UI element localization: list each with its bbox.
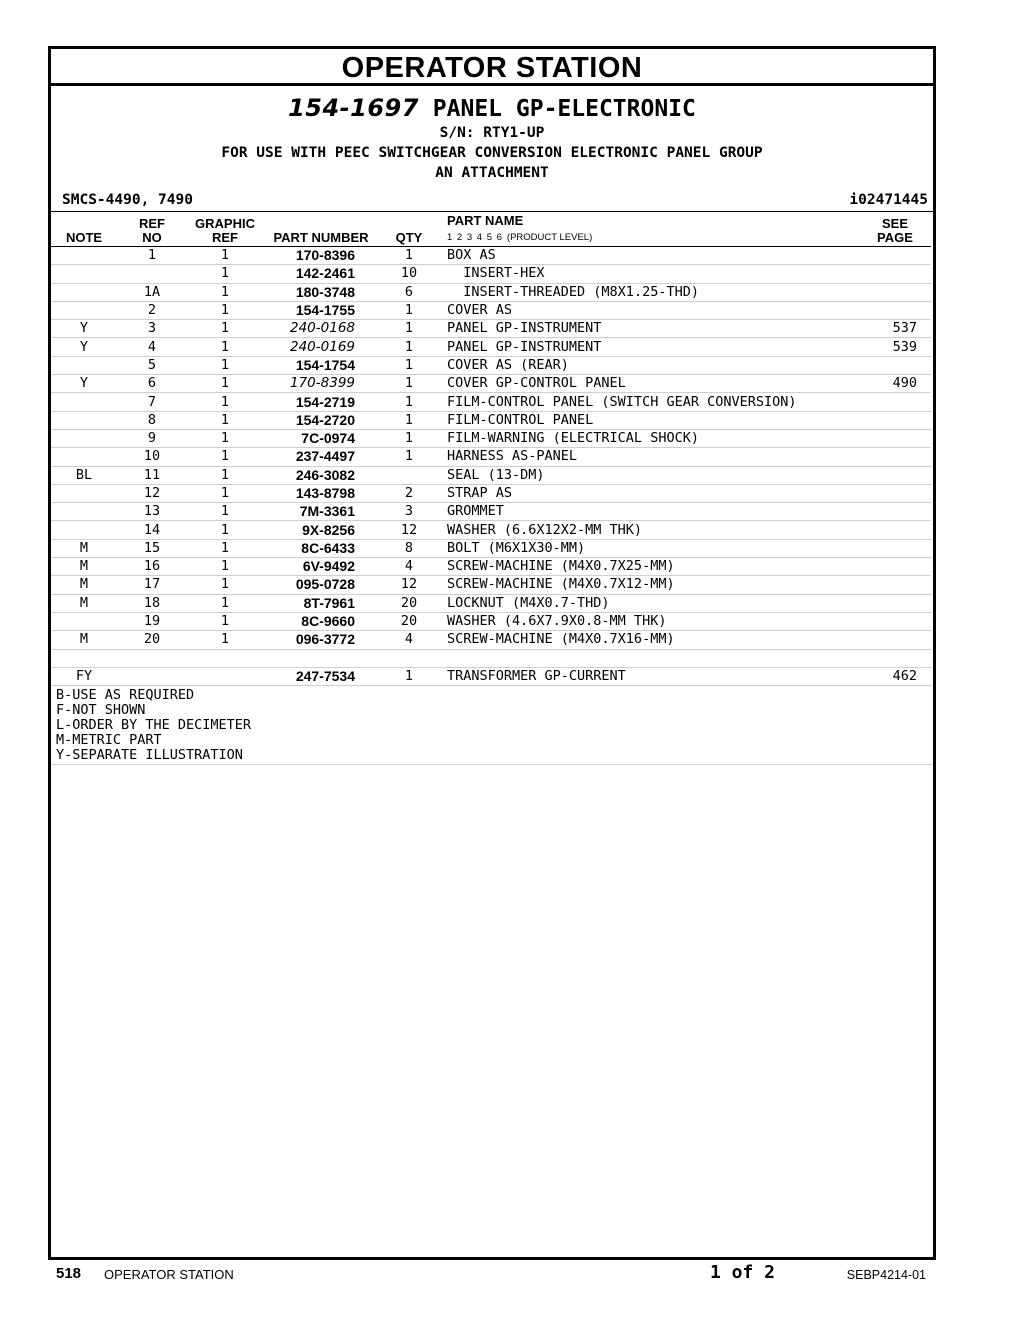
note-cell <box>51 521 117 539</box>
note-cell <box>51 448 117 466</box>
graphic-ref-cell: 1 <box>187 247 263 265</box>
qty-cell: 6 <box>379 283 439 301</box>
graphic-ref-cell: 1 <box>187 503 263 521</box>
see-page-cell <box>859 393 931 411</box>
qty-cell: 12 <box>379 576 439 594</box>
ref-no-cell: 13 <box>117 503 187 521</box>
parts-table-body <box>51 247 931 686</box>
col-part-name-header: PART NAME 1 2 3 4 5 6 (PRODUCT LEVEL) <box>439 212 859 247</box>
table-row <box>51 247 931 265</box>
qty-cell: 20 <box>379 594 439 612</box>
part-number-cell: 246-3082 <box>263 466 379 484</box>
qty-cell <box>379 466 439 484</box>
part-number-cell: 8T-7961 <box>263 594 379 612</box>
table-row <box>51 448 931 466</box>
ref-no-cell: 19 <box>117 612 187 630</box>
note-cell <box>51 484 117 502</box>
see-page-cell <box>859 265 931 283</box>
qty-cell: 1 <box>379 356 439 374</box>
part-number-cell: 6V-9492 <box>263 558 379 576</box>
smcs-row <box>51 189 933 211</box>
ref-no-cell: 16 <box>117 558 187 576</box>
see-page-cell <box>859 283 931 301</box>
part-number-cell: 7M-3361 <box>263 503 379 521</box>
part-name-cell: WASHER (6.6X12X2-MM THK) <box>439 521 859 539</box>
part-name-cell: BOLT (M6X1X30-MM) <box>439 539 859 557</box>
see-page-cell <box>859 466 931 484</box>
ref-no-cell: 8 <box>117 411 187 429</box>
part-name-cell: SCREW-MACHINE (M4X0.7X12-MM) <box>439 576 859 594</box>
part-name-cell: STRAP AS <box>439 484 859 502</box>
note-cell: M <box>51 631 117 649</box>
table-row <box>51 338 931 356</box>
note-cell <box>51 247 117 265</box>
graphic-ref-cell: 1 <box>187 576 263 594</box>
page-number: 518 <box>56 1265 82 1282</box>
legend-item: M-METRIC PART <box>56 732 162 749</box>
graphic-ref-cell: 1 <box>187 466 263 484</box>
note-cell: M <box>51 558 117 576</box>
see-page-cell <box>859 539 931 557</box>
graphic-ref-cell: 1 <box>187 375 263 393</box>
see-page-cell: 490 <box>859 375 931 393</box>
ref-no-cell: 1A <box>117 283 187 301</box>
note-cell: Y <box>51 375 117 393</box>
table-row <box>51 301 931 319</box>
group-name: PANEL GP-ELECTRONIC <box>432 96 696 122</box>
parts-table <box>51 212 931 686</box>
note-cell: FY <box>51 667 117 685</box>
graphic-ref-cell: 1 <box>187 338 263 356</box>
see-page-cell <box>859 411 931 429</box>
col-graphic-header: GRAPHIC REF <box>187 212 263 247</box>
qty-cell: 8 <box>379 539 439 557</box>
see-page-cell <box>859 521 931 539</box>
part-name-cell: COVER AS <box>439 301 859 319</box>
table-row <box>51 576 931 594</box>
note-cell: M <box>51 594 117 612</box>
note-cell: Y <box>51 338 117 356</box>
qty-cell: 1 <box>379 375 439 393</box>
see-page-cell <box>859 503 931 521</box>
part-number-cell: 247-7534 <box>263 667 379 685</box>
ref-no-cell: 15 <box>117 539 187 557</box>
note-cell <box>51 283 117 301</box>
table-row <box>51 649 931 667</box>
qty-cell: 12 <box>379 521 439 539</box>
qty-cell: 1 <box>379 429 439 447</box>
part-number-cell: 237-4497 <box>263 448 379 466</box>
note-cell <box>51 612 117 630</box>
graphic-ref-cell: 1 <box>187 558 263 576</box>
legend-item: F-NOT SHOWN <box>56 702 146 719</box>
see-page-cell: 462 <box>859 667 931 685</box>
note-cell: Y <box>51 320 117 338</box>
part-number-cell: 095-0728 <box>263 576 379 594</box>
graphic-ref-cell: 1 <box>187 301 263 319</box>
col-ref-header: REF NO <box>117 212 187 247</box>
smcs-code: SMCS-4490, 7490 <box>62 192 193 208</box>
note-cell: M <box>51 539 117 557</box>
qty-cell: 1 <box>379 393 439 411</box>
qty-cell: 1 <box>379 301 439 319</box>
see-page-cell <box>859 576 931 594</box>
attachment-note: AN ATTACHMENT <box>435 165 549 181</box>
part-name-cell: SEAL (13-DM) <box>439 466 859 484</box>
see-page-cell <box>859 448 931 466</box>
group-part-number: 154-1697 <box>288 94 419 122</box>
table-header-row <box>51 212 931 247</box>
qty-cell: 1 <box>379 667 439 685</box>
table-row <box>51 594 931 612</box>
part-name-cell: BOX AS <box>439 247 859 265</box>
qty-cell: 4 <box>379 558 439 576</box>
part-number-cell: 096-3772 <box>263 631 379 649</box>
graphic-ref-cell <box>187 649 263 667</box>
legend-item: L-ORDER BY THE DECIMETER <box>56 717 252 734</box>
ref-no-cell: 1 <box>117 247 187 265</box>
graphic-ref-cell: 1 <box>187 356 263 374</box>
part-name-cell: FILM-WARNING (ELECTRICAL SHOCK) <box>439 429 859 447</box>
graphic-ref-cell: 1 <box>187 393 263 411</box>
document-number: SEBP4214-01 <box>846 1268 926 1282</box>
see-page-cell <box>859 301 931 319</box>
table-row <box>51 466 931 484</box>
ref-no-cell: 5 <box>117 356 187 374</box>
usage-note: FOR USE WITH PEEC SWITCHGEAR CONVERSION ELECTRONIC PANEL GROUP <box>221 145 763 161</box>
note-cell <box>51 429 117 447</box>
ref-no-cell: 20 <box>117 631 187 649</box>
graphic-ref-cell <box>187 667 263 685</box>
group-header <box>51 94 933 183</box>
page-of: 1 of 2 <box>710 1262 776 1283</box>
qty-cell: 1 <box>379 411 439 429</box>
part-name-cell: WASHER (4.6X7.9X0.8-MM THK) <box>439 612 859 630</box>
part-number-cell: 8C-6433 <box>263 539 379 557</box>
table-row <box>51 393 931 411</box>
part-name-cell: GROMMET <box>439 503 859 521</box>
part-name-cell: SCREW-MACHINE (M4X0.7X25-MM) <box>439 558 859 576</box>
parts-page-frame <box>48 46 936 1260</box>
see-page-cell <box>859 247 931 265</box>
qty-cell: 1 <box>379 448 439 466</box>
note-cell <box>51 393 117 411</box>
table-row <box>51 484 931 502</box>
table-row <box>51 429 931 447</box>
part-number-cell: 170-8396 <box>263 247 379 265</box>
qty-cell: 1 <box>379 320 439 338</box>
ref-no-cell <box>117 265 187 283</box>
see-page-cell <box>859 429 931 447</box>
see-page-cell <box>859 649 931 667</box>
ref-no-cell: 11 <box>117 466 187 484</box>
col-see-page-header: SEE PAGE <box>859 212 931 247</box>
note-cell <box>51 356 117 374</box>
see-page-cell <box>859 484 931 502</box>
ref-no-cell: 9 <box>117 429 187 447</box>
table-row <box>51 265 931 283</box>
part-number-cell: 143-8798 <box>263 484 379 502</box>
note-cell <box>51 649 117 667</box>
part-number-cell <box>263 649 379 667</box>
ref-no-cell: 4 <box>117 338 187 356</box>
table-row <box>51 521 931 539</box>
part-number-cell: 142-2461 <box>263 265 379 283</box>
see-page-cell <box>859 612 931 630</box>
serial-range: S/N: RTY1-UP <box>439 125 545 141</box>
graphic-ref-cell: 1 <box>187 283 263 301</box>
product-levels: 1 2 3 4 5 6 <box>447 232 503 243</box>
table-row <box>51 320 931 338</box>
see-page-cell <box>859 594 931 612</box>
qty-cell: 20 <box>379 612 439 630</box>
part-number-cell: 9X-8256 <box>263 521 379 539</box>
ref-no-cell <box>117 667 187 685</box>
graphic-ref-cell: 1 <box>187 320 263 338</box>
table-row <box>51 667 931 685</box>
page-footer <box>56 1262 930 1286</box>
table-row <box>51 612 931 630</box>
ref-no-cell: 12 <box>117 484 187 502</box>
ref-no-cell: 10 <box>117 448 187 466</box>
part-number-cell: 154-1754 <box>263 356 379 374</box>
illustration-id: i02471445 <box>849 192 928 208</box>
graphic-ref-cell: 1 <box>187 448 263 466</box>
ref-no-cell: 14 <box>117 521 187 539</box>
ref-no-cell: 2 <box>117 301 187 319</box>
col-qty-header: QTY <box>379 212 439 247</box>
ref-no-cell <box>117 649 187 667</box>
note-cell <box>51 301 117 319</box>
ref-no-cell: 3 <box>117 320 187 338</box>
part-number-cell: 154-2720 <box>263 411 379 429</box>
part-name-cell: COVER GP-CONTROL PANEL <box>439 375 859 393</box>
section-title: OPERATOR STATION <box>51 49 933 86</box>
part-number-cell: 170-8399 <box>263 375 379 393</box>
graphic-ref-cell: 1 <box>187 484 263 502</box>
col-note-header: NOTE <box>51 212 117 247</box>
part-name-cell: HARNESS AS-PANEL <box>439 448 859 466</box>
part-name-cell <box>439 649 859 667</box>
part-number-cell: 180-3748 <box>263 283 379 301</box>
ref-no-cell: 6 <box>117 375 187 393</box>
part-name-cell: PANEL GP-INSTRUMENT <box>439 320 859 338</box>
note-cell <box>51 503 117 521</box>
part-name-cell: INSERT-HEX <box>439 265 859 283</box>
col-part-number-header: PART NUMBER <box>263 212 379 247</box>
part-name-cell: LOCKNUT (M4X0.7-THD) <box>439 594 859 612</box>
see-page-cell: 539 <box>859 338 931 356</box>
qty-cell <box>379 649 439 667</box>
part-number-cell: 154-2719 <box>263 393 379 411</box>
part-number-cell: 154-1755 <box>263 301 379 319</box>
qty-cell: 10 <box>379 265 439 283</box>
note-cell: BL <box>51 466 117 484</box>
note-cell <box>51 265 117 283</box>
table-row <box>51 283 931 301</box>
part-name-cell: PANEL GP-INSTRUMENT <box>439 338 859 356</box>
part-name-cell: COVER AS (REAR) <box>439 356 859 374</box>
legend <box>51 686 933 765</box>
graphic-ref-cell: 1 <box>187 521 263 539</box>
part-name-cell: TRANSFORMER GP-CURRENT <box>439 667 859 685</box>
see-page-cell <box>859 356 931 374</box>
part-number-cell: 240-0168 <box>263 320 379 338</box>
ref-no-cell: 7 <box>117 393 187 411</box>
part-number-cell: 8C-9660 <box>263 612 379 630</box>
part-name-cell: SCREW-MACHINE (M4X0.7X16-MM) <box>439 631 859 649</box>
note-cell <box>51 411 117 429</box>
see-page-cell: 537 <box>859 320 931 338</box>
legend-item: Y-SEPARATE ILLUSTRATION <box>56 747 243 764</box>
ref-no-cell: 18 <box>117 594 187 612</box>
graphic-ref-cell: 1 <box>187 631 263 649</box>
table-row <box>51 356 931 374</box>
qty-cell: 1 <box>379 247 439 265</box>
note-cell: M <box>51 576 117 594</box>
table-row <box>51 375 931 393</box>
part-name-cell: INSERT-THREADED (M8X1.25-THD) <box>439 283 859 301</box>
table-row <box>51 631 931 649</box>
see-page-cell <box>859 558 931 576</box>
part-name-cell: FILM-CONTROL PANEL <box>439 411 859 429</box>
qty-cell: 3 <box>379 503 439 521</box>
qty-cell: 1 <box>379 338 439 356</box>
graphic-ref-cell: 1 <box>187 411 263 429</box>
graphic-ref-cell: 1 <box>187 429 263 447</box>
see-page-cell <box>859 631 931 649</box>
qty-cell: 4 <box>379 631 439 649</box>
table-row <box>51 503 931 521</box>
part-name-cell: FILM-CONTROL PANEL (SWITCH GEAR CONVERSION) <box>439 393 859 411</box>
table-row <box>51 411 931 429</box>
part-number-cell: 240-0169 <box>263 338 379 356</box>
group-title <box>51 94 933 123</box>
ref-no-cell: 17 <box>117 576 187 594</box>
qty-cell: 2 <box>379 484 439 502</box>
table-row <box>51 539 931 557</box>
part-number-cell: 7C-0974 <box>263 429 379 447</box>
graphic-ref-cell: 1 <box>187 265 263 283</box>
table-row <box>51 558 931 576</box>
legend-item: B-USE AS REQUIRED <box>56 687 195 704</box>
product-level-label: (PRODUCT LEVEL) <box>506 232 593 243</box>
graphic-ref-cell: 1 <box>187 612 263 630</box>
graphic-ref-cell: 1 <box>187 594 263 612</box>
graphic-ref-cell: 1 <box>187 539 263 557</box>
footer-section: OPERATOR STATION <box>104 1267 234 1282</box>
